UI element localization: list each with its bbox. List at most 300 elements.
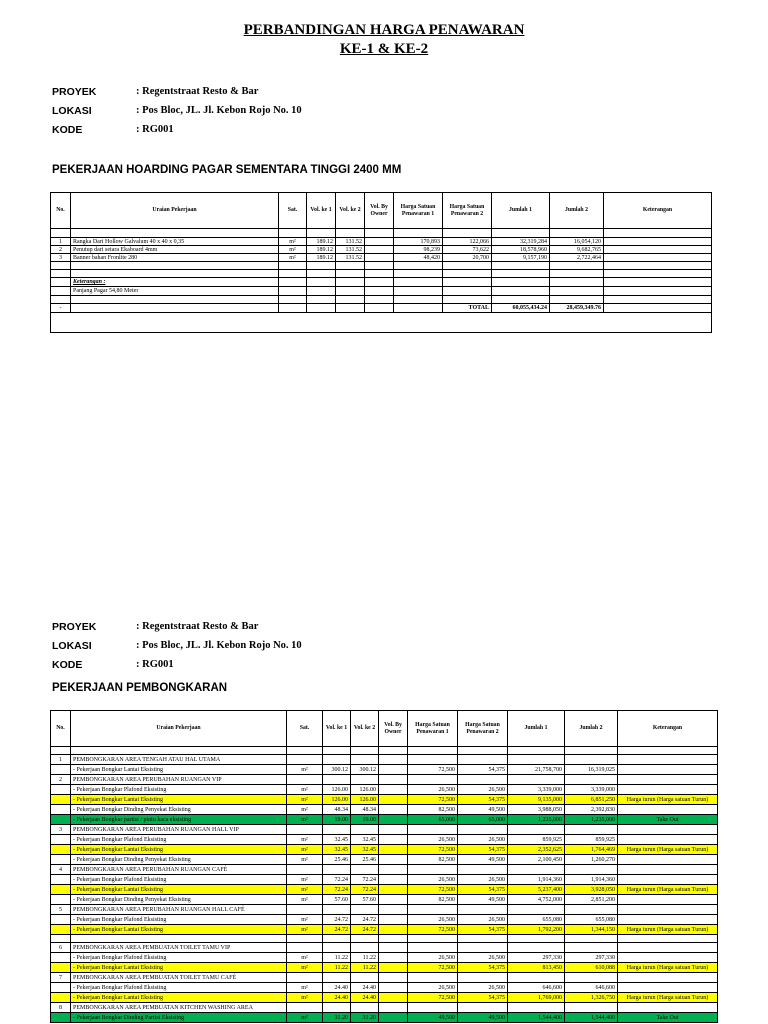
kode-value: : RG001 [136,124,174,135]
table-cell-empty [71,270,279,278]
table-cell-empty [336,278,365,287]
table-cell-empty [51,747,71,755]
row-group-title: PEMBONGKARAN AREA TENGAH ATAU HAL UTAMA [71,755,287,765]
row-jumlah2: 1,914,360 [565,875,618,885]
row-no [51,875,71,885]
row-vol2: 11.22 [351,963,379,973]
table-cell-empty [287,775,323,785]
row-no: 8 [51,1003,71,1013]
row-no [51,915,71,925]
row-harga2: 49,500 [458,1013,508,1023]
row-vol2: 131.52 [336,238,365,246]
table-cell-empty [287,755,323,765]
row-vol1: 72.24 [323,875,351,885]
row-harga2: 26,500 [458,915,508,925]
table-row [51,835,718,845]
row-jumlah2: 2,851,200 [565,895,618,905]
table-cell-empty [618,973,718,983]
table-row [51,246,712,254]
table-cell-empty [565,775,618,785]
row-harga2: 49,500 [458,805,508,815]
row-sat: m² [287,963,323,973]
row-jumlah1: 18,578,960 [492,246,550,254]
row-jumlah1: 813,450 [508,963,565,973]
row-vol1: 11.22 [323,953,351,963]
row-uraian: - Pekerjaan Bongkar Plafond Eksisting [71,983,287,993]
table-cell-empty [287,747,323,755]
row-owner [379,993,408,1003]
table-cell-empty [351,935,379,943]
row-no [51,1013,71,1023]
row-vol2: 31.20 [351,1013,379,1023]
table-cell-empty [492,262,550,270]
table-cell-empty [287,1003,323,1013]
row-owner [379,805,408,815]
table-footer-spacer [51,313,712,333]
row-no: 2 [51,775,71,785]
row-vol2: 72.24 [351,875,379,885]
row-owner [365,254,394,262]
row-sat: m² [287,795,323,805]
table-cell-empty [408,865,458,875]
row-vol1: 300.12 [323,765,351,775]
row-jumlah1: 21,758,700 [508,765,565,775]
col-vol2: Vol. ke 2 [336,193,365,229]
row-keterangan: Harga turun (Harga satuan Turun) [618,963,718,973]
row-no [51,835,71,845]
row-vol1: 32.45 [323,835,351,845]
row-harga1: 72,500 [408,845,458,855]
row-vol1: 72.24 [323,885,351,895]
row-vol1: 19.00 [323,815,351,825]
total-label: TOTAL [443,304,492,313]
table-cell-empty [379,905,408,915]
row-no [51,953,71,963]
row-uraian: - Pekerjaan Bongkar Plafond Eksisting [71,835,287,845]
table-cell-empty [408,755,458,765]
row-owner [379,915,408,925]
table-cell-empty [565,747,618,755]
table-cell-empty [394,229,443,238]
table-cell-empty [394,304,443,313]
group-row [51,973,718,983]
row-harga1: 82,500 [408,895,458,905]
row-keterangan: Take Out [618,1013,718,1023]
total-jumlah1: 60,055,434.24 [492,304,550,313]
table-cell-empty [565,755,618,765]
row-vol1: 24.40 [323,983,351,993]
row-vol2: 48.34 [351,805,379,815]
row-jumlah2: 16,054,120 [550,238,604,246]
table-cell-empty [492,296,550,304]
row-harga2: 54,375 [458,993,508,1003]
table-cell-empty [492,287,550,296]
row-keterangan [604,238,712,246]
table-cell-empty [365,229,394,238]
row-sat: m² [287,885,323,895]
row-jumlah1: 1,544,400 [508,1013,565,1023]
row-vol2: 19.00 [351,815,379,825]
col-uraian: Uraian Pekerjaan [71,711,287,747]
row-harga2: 54,375 [458,925,508,935]
row-sat: m² [287,983,323,993]
table-cell-empty [458,1003,508,1013]
row-no [51,885,71,895]
table-row [51,895,718,905]
table-row [51,925,718,935]
row-jumlah1: 32,319,284 [492,238,550,246]
row-uraian: - Pekerjaan Bongkar Plafond Eksisting [71,915,287,925]
row-uraian: - Pekerjaan Bongkar Plafond Eksisting [71,875,287,885]
table-cell-empty [508,747,565,755]
table-cell-empty [365,262,394,270]
table-row [51,815,718,825]
col-harga2: Harga Satuan Penawaran 2 [443,193,492,229]
table-row-empty [51,270,712,278]
row-jumlah2: 1,764,469 [565,845,618,855]
row-sat: m² [287,835,323,845]
table-cell-empty [458,943,508,953]
row-no [51,785,71,795]
row-jumlah2: 9,682,765 [550,246,604,254]
row-sat: m² [287,815,323,825]
table-cell-empty [508,755,565,765]
row-jumlah2: 1,235,000 [565,815,618,825]
table-cell-empty [443,287,492,296]
row-jumlah1: 859,925 [508,835,565,845]
lokasi-value: : Pos Bloc, JL. Jl. Kebon Rojo No. 10 [136,105,302,116]
table-row [51,805,718,815]
row-vol1: 32.45 [323,845,351,855]
table-cell-empty [550,287,604,296]
row-harga1: 170,893 [394,238,443,246]
table-cell-empty [323,775,351,785]
row-jumlah2: 2,392,830 [565,805,618,815]
row-harga1: 72,500 [408,925,458,935]
row-vol1: 24.40 [323,993,351,1003]
row-owner [379,855,408,865]
table-row-empty [51,747,718,755]
table-cell-empty [287,825,323,835]
table-cell-empty [565,943,618,953]
col-harga1: Harga Satuan Penawaran 1 [408,711,458,747]
row-jumlah2: 859,925 [565,835,618,845]
group-row [51,905,718,915]
row-group-title: PEMBONGKARAN AREA PERUBAHAN RUANGAN VIP [71,775,287,785]
row-jumlah1: 3,988,050 [508,805,565,815]
row-sat: m² [287,993,323,1003]
table-cell-empty [508,865,565,875]
table-cell-empty [458,775,508,785]
table-cell-empty [336,229,365,238]
table-cell-empty [379,935,408,943]
table-cell-empty [379,973,408,983]
row-no [51,895,71,905]
table-cell-empty [351,747,379,755]
row-no: 4 [51,865,71,875]
table-cell-empty [323,943,351,953]
row-no [51,993,71,1003]
row-harga1: 72,500 [408,963,458,973]
table-row [51,915,718,925]
table-cell-empty [550,229,604,238]
row-uraian: Penutup dari setara Ekaboard 4mm [71,246,279,254]
table-cell-empty [379,1003,408,1013]
table-row [51,953,718,963]
row-no: 6 [51,943,71,953]
table-cell-empty [604,296,712,304]
table-cell-empty [443,262,492,270]
table-row [51,254,712,262]
row-keterangan: Harga turun (Harga satuan Turun) [618,795,718,805]
keterangan-text: Panjang Pagar 54,80 Meter [71,287,279,296]
table-cell-empty [458,905,508,915]
row-jumlah1: 4,752,000 [508,895,565,905]
keterangan-text-row [51,287,712,296]
row-vol1: 11.22 [323,963,351,973]
row-jumlah1: 1,914,360 [508,875,565,885]
row-no [51,795,71,805]
row-harga1: 26,500 [408,835,458,845]
table-row-empty [51,296,712,304]
row-group-title: PEMBONGKARAN AREA PEMBUATAN TOILET TAMU CAFÉ [71,973,287,983]
row-harga2: 73,622 [443,246,492,254]
row-vol2: 131.52 [336,246,365,254]
table-cell-empty [287,973,323,983]
table-row [51,885,718,895]
row-jumlah1: 1,235,000 [508,815,565,825]
proyek-value: : Regentstraat Resto & Bar [136,86,259,97]
table-cell-empty [71,747,287,755]
table-row [51,795,718,805]
lokasi-label: LOKASI [52,105,92,117]
row-owner [379,835,408,845]
table-cell-empty [71,304,279,313]
row-owner [379,785,408,795]
table-cell-empty [379,775,408,785]
row-vol2: 32.45 [351,845,379,855]
table-cell-empty [307,262,336,270]
row-vol2: 24.40 [351,993,379,1003]
row-jumlah2: 655,080 [565,915,618,925]
table-cell-empty [618,935,718,943]
table-cell-empty [287,865,323,875]
row-vol1: 25.46 [323,855,351,865]
table-cell-empty [365,278,394,287]
table-cell-empty [307,287,336,296]
row-keterangan: Take Out [618,815,718,825]
table-cell-empty [51,270,71,278]
table-row-empty [51,229,712,238]
row-keterangan [618,895,718,905]
table-cell-empty [408,825,458,835]
row-vol2: 11.22 [351,953,379,963]
table-cell-empty [565,865,618,875]
row-vol2: 131.52 [336,254,365,262]
table-cell-empty [336,270,365,278]
table-cell-empty [565,825,618,835]
section-title-hoarding: PEKERJAAN HOARDING PAGAR SEMENTARA TINGGI 2400 MM [52,164,402,176]
table-cell-empty [336,262,365,270]
total-row [51,304,712,313]
row-harga1: 82,500 [408,805,458,815]
table-cell-empty [336,287,365,296]
table-cell-empty [408,1003,458,1013]
row-keterangan [618,855,718,865]
row-no: 1 [51,238,71,246]
row-harga2: 54,375 [458,795,508,805]
row-jumlah2: 1,260,270 [565,855,618,865]
row-uraian: - Pekerjaan Bongkar Plafond Eksisting [71,785,287,795]
row-owner [379,845,408,855]
row-group-title: PEMBONGKARAN AREA PERUBAHAN RUANGAN HALL CAFÉ [71,905,287,915]
table-cell-empty [51,262,71,270]
col-vol-owner: Vol. By Owner [379,711,408,747]
table-cell-empty [508,905,565,915]
lokasi-value: : Pos Bloc, JL. Jl. Kebon Rojo No. 10 [136,640,302,651]
table-cell-empty [279,278,307,287]
table-header-row [51,193,712,229]
row-group-title: PEMBONGKARAN AREA PERUBAHAN RUANGAN HALL VIP [71,825,287,835]
row-owner [379,1013,408,1023]
table-cell-empty [443,229,492,238]
col-no: No. [51,193,71,229]
row-owner [379,795,408,805]
col-sat: Sat. [287,711,323,747]
lokasi-label: LOKASI [52,640,92,652]
row-jumlah1: 297,330 [508,953,565,963]
row-vol1: 24.72 [323,915,351,925]
row-jumlah2: 1,544,400 [565,1013,618,1023]
row-jumlah2: 1,326,750 [565,993,618,1003]
row-vol1: 189.12 [307,238,336,246]
table-cell-empty [408,747,458,755]
proyek-value: : Regentstraat Resto & Bar [136,621,259,632]
row-sat: m² [287,915,323,925]
table-cell-empty [351,825,379,835]
table-cell-empty [394,287,443,296]
row-sat: m² [287,1013,323,1023]
table-cell-empty [604,287,712,296]
table-cell-empty [508,825,565,835]
row-keterangan [618,953,718,963]
table-row [51,993,718,1003]
table-cell-empty [336,304,365,313]
total-jumlah2: 28,459,349.76 [550,304,604,313]
table-cell-empty [408,973,458,983]
row-no [51,815,71,825]
row-harga1: 26,500 [408,953,458,963]
proyek-label: PROYEK [52,621,97,633]
table-cell-empty [458,747,508,755]
proyek-label: PROYEK [52,86,97,98]
row-owner [379,983,408,993]
table-cell-empty [492,278,550,287]
kode-label: KODE [52,124,83,136]
keterangan-label: Keterangan : [71,278,279,287]
row-harga2: 54,375 [458,845,508,855]
row-uraian: - Pekerjaan Bongkar Dinding Penyekat Eksisting [71,855,287,865]
group-row [51,1003,718,1013]
group-row [51,775,718,785]
row-uraian: - Pekerjaan Bongkar Lantai Eksisting [71,795,287,805]
row-group-title: PEMBONGKARAN AREA PEMBUATAN TOILET TAMU VIP [71,943,287,953]
table-cell-empty [351,865,379,875]
table-cell-empty [379,747,408,755]
table-cell-empty [351,1003,379,1013]
row-harga1: 82,500 [408,855,458,865]
row-harga1: 26,500 [408,983,458,993]
row-keterangan: Harga turun (Harga satuan Turun) [618,885,718,895]
row-harga2: 26,500 [458,835,508,845]
table-cell-empty [351,973,379,983]
table-cell-empty [279,229,307,238]
table-cell-empty [351,775,379,785]
table-cell-empty [71,229,279,238]
row-vol2: 126.00 [351,795,379,805]
keterangan-label-row [51,278,712,287]
table-cell-empty [550,270,604,278]
table-cell-empty [323,755,351,765]
table-row-empty [51,935,718,943]
table-cell-empty [51,278,71,287]
row-jumlah1: 9,157,190 [492,254,550,262]
row-owner [365,238,394,246]
row-vol2: 32.45 [351,835,379,845]
table-row [51,785,718,795]
group-row [51,825,718,835]
table-cell-empty [287,905,323,915]
col-vol2: Vol. ke 2 [351,711,379,747]
table-cell-empty [443,270,492,278]
row-sat: m² [279,246,307,254]
row-vol2: 24.72 [351,915,379,925]
group-row [51,865,718,875]
row-harga1: 48,420 [394,254,443,262]
section-title-pembongkaran: PEKERJAAN PEMBONGKARAN [52,682,228,694]
row-vol2: 72.24 [351,885,379,895]
table-cell-empty [618,1003,718,1013]
project-info-1 [52,86,452,136]
table-cell-empty [351,905,379,915]
row-harga1: 72,500 [408,885,458,895]
table-cell-empty [379,755,408,765]
row-uraian: - Pekerjaan Bongkar Lantai Eksisting [71,765,287,775]
row-group-title: PEMBONGKARAN AREA PERUBAHAN RUANGAN CAFÉ [71,865,287,875]
col-vol1: Vol. ke 1 [307,193,336,229]
table-cell-empty [51,287,71,296]
table-cell-empty [379,825,408,835]
table-cell-empty [565,973,618,983]
row-no: 3 [51,825,71,835]
row-owner [379,875,408,885]
pembongkaran-table [50,710,718,1023]
row-jumlah2: 646,600 [565,983,618,993]
row-keterangan [618,835,718,845]
table-row [51,855,718,865]
row-vol2: 57.60 [351,895,379,905]
group-row [51,755,718,765]
row-vol1: 126.00 [323,785,351,795]
table-cell-empty [323,973,351,983]
table-cell-empty [408,775,458,785]
row-keterangan [618,805,718,815]
table-cell-empty [565,935,618,943]
table-cell-empty [279,262,307,270]
col-harga1: Harga Satuan Penawaran 1 [394,193,443,229]
table-header-row [51,711,718,747]
row-jumlah1: 1,769,000 [508,993,565,1003]
